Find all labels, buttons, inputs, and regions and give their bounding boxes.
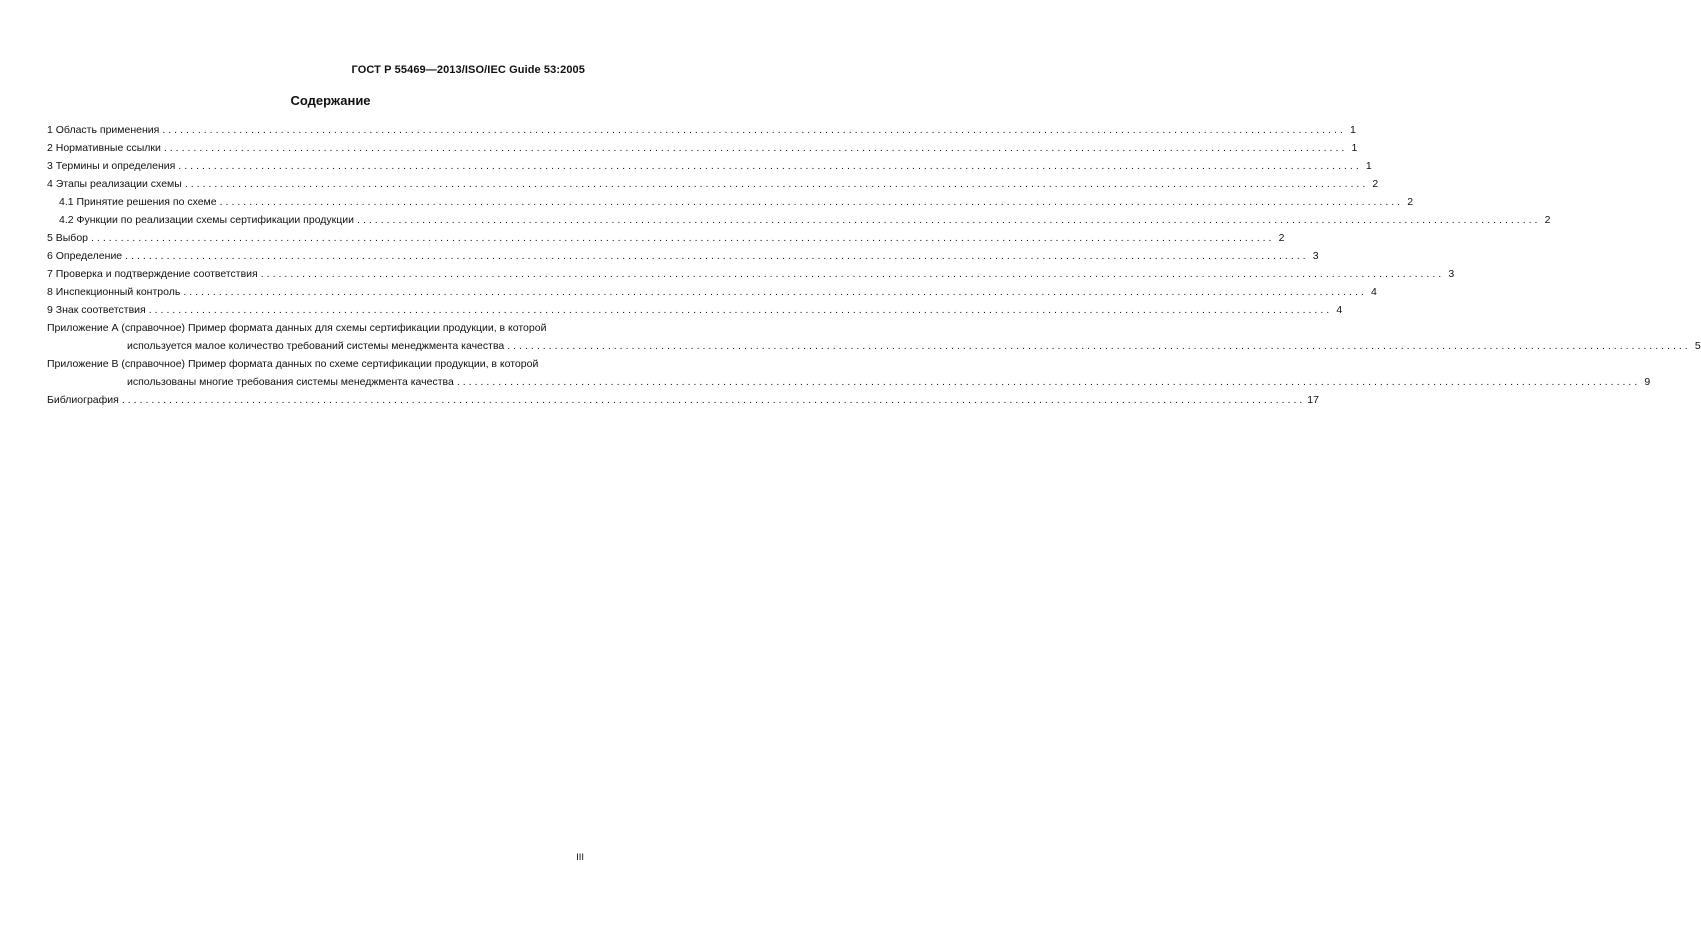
toc-entry-label: 2 Нормативные ссылки [47,142,161,154]
toc-entry-8[interactable] [47,283,1377,301]
toc-entry-page: 2 [1372,178,1379,190]
toc-entry-page: 2 [1407,196,1414,208]
toc-entry-label: 4 Этапы реализации схемы [47,178,182,190]
dot-leader: ........................................................................................................................................................................................................ [357,214,1541,226]
annex-title-continuation: использованы многие требования системы менеджмента качества [127,376,454,388]
toc-entry-page: 9 [1644,376,1651,388]
toc-entry-label: 3 Термины и определения [47,160,176,172]
toc-entry-label: Библиография [47,394,119,406]
dot-leader: ........................................................................................................................................................................................................ [184,178,1369,190]
toc-entry-4[interactable] [47,175,1379,193]
dot-leader: ........................................................................................................................................................................................................ [183,286,1367,298]
toc-entry-7[interactable] [47,265,1455,283]
toc-entry-label: 8 Инспекционный контроль [47,286,181,298]
toc-entry-6[interactable] [47,247,1319,265]
dot-leader: ........................................................................................................................................................................................................ [178,160,1362,172]
toc-entry-label: 1 Область применения [47,124,160,136]
toc-entry-1[interactable] [47,121,1356,139]
toc-entry-label: 5 Выбор [47,232,89,244]
toc-entry-page: 1 [1365,160,1372,172]
annex-title-line: Приложение А (справочное) Пример формата данных для схемы сертификации продукции, в которой [47,322,547,334]
toc-entry-5[interactable] [47,229,1285,247]
dot-leader: ........................................................................................................................................................................................................ [91,232,1275,244]
toc-entry-label: 4.1 Принятие решения по схеме [59,196,217,208]
page-number: III [576,852,584,863]
toc-entry-4-1[interactable] [47,193,1414,211]
toc-entry-page: 3 [1448,268,1455,280]
toc-entry-label: 9 Знак соответствия [47,304,146,316]
toc-entry-annex-a[interactable] [47,319,1701,355]
toc-entry-page: 1 [1349,124,1356,136]
toc-entry-4-2[interactable] [47,211,1551,229]
annex-title-line: Приложение В (справочное) Пример формата данных по схеме сертификации продукции, в которой [47,358,539,370]
dot-leader: ........................................................................................................................................................................................................ [456,376,1641,388]
toc-entry-label: 6 Определение [47,250,123,262]
toc-entry-page: 1 [1351,142,1358,154]
dot-leader: ........................................................................................................................................................................................................ [162,124,1346,136]
toc-entry-3[interactable] [47,157,1372,175]
toc-entry-label: 7 Проверка и подтверждение соответствия [47,268,258,280]
dot-leader: ........................................................................................................................................................................................................ [163,142,1348,154]
annex-title-continuation: используется малое количество требований системы менеджмента качества [127,340,505,352]
dot-leader: ........................................................................................................................................................................................................ [121,394,1306,406]
toc-title: Содержание [290,93,371,108]
dot-leader: ........................................................................................................................................................................................................ [507,340,1691,352]
dot-leader: ........................................................................................................................................................................................................ [219,196,1404,208]
toc-entry-page: 17 [1307,394,1319,406]
toc-entry-page: 3 [1312,250,1319,262]
toc-entry-page: 2 [1278,232,1285,244]
toc-entry-bibliography[interactable] [47,391,1319,409]
dot-leader: ........................................................................................................................................................................................................ [260,268,1445,280]
dot-leader: ........................................................................................................................................................................................................ [148,304,1333,316]
document-code: ГОСТ Р 55469—2013/ISO/IEC Guide 53:2005 [351,64,585,76]
toc-entry-page: 4 [1370,286,1377,298]
toc-entry-page: 2 [1544,214,1551,226]
toc-entry-annex-b[interactable] [47,355,1651,391]
toc-entry-page: 4 [1336,304,1343,316]
toc-entry-label: 4.2 Функции по реализации схемы сертификации продукции [59,214,355,226]
dot-leader: ........................................................................................................................................................................................................ [125,250,1309,262]
toc-entry-9[interactable] [47,301,1343,319]
toc-entry-page: 5 [1694,340,1701,352]
table-of-contents [47,121,1701,409]
toc-entry-2[interactable] [47,139,1358,157]
